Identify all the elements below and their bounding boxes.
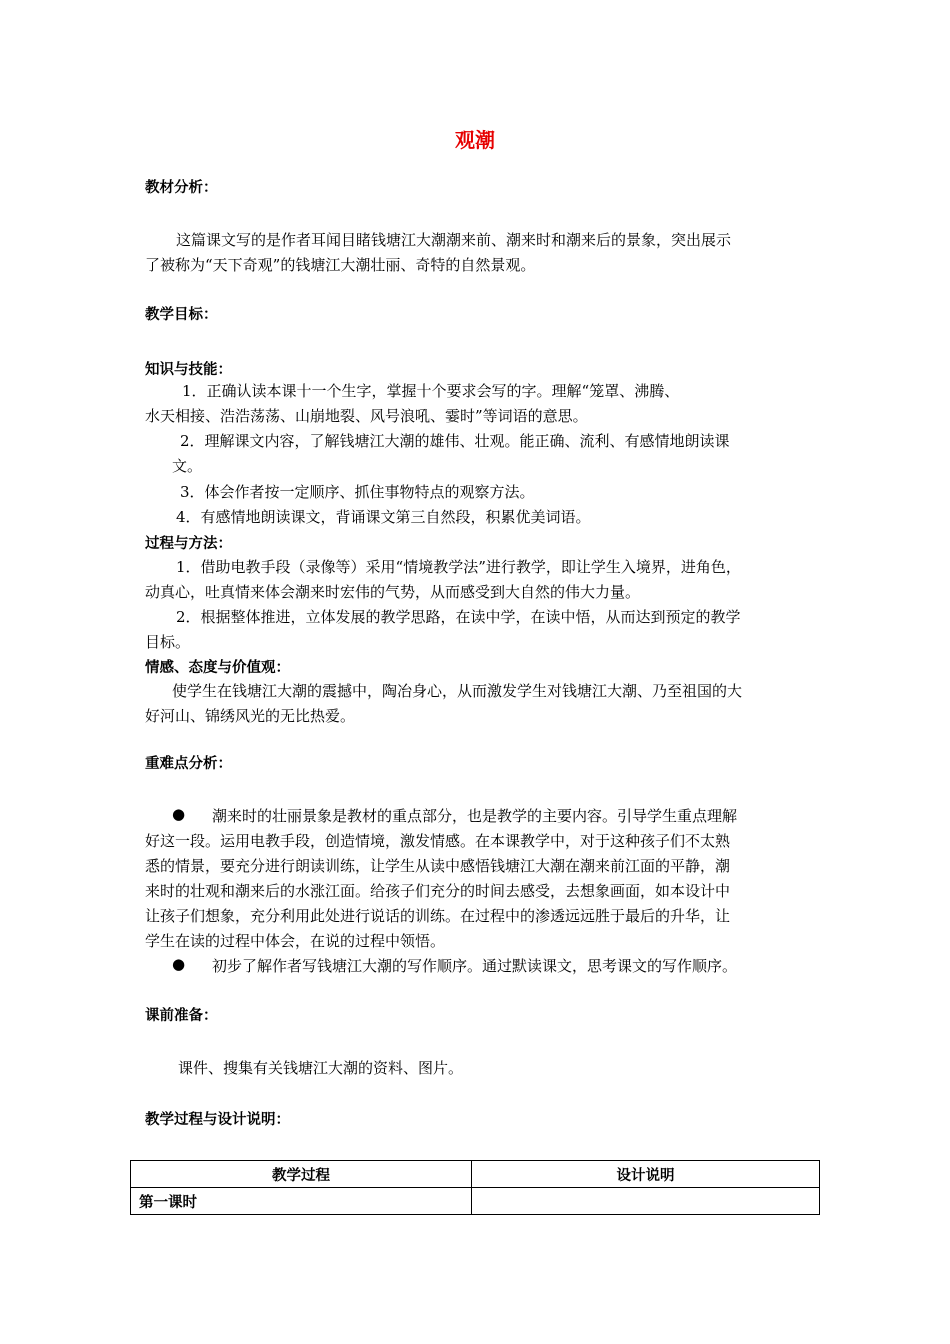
knowledge-line-6: 4．有感情地朗读课文，背诵课文第三自然段，积累优美词语。 bbox=[176, 508, 591, 526]
design-heading: 教学过程与设计说明： bbox=[145, 1112, 290, 1128]
process-line-3: 2．根据整体推进，立体发展的教学思路，在读中学，在读中悟，从而达到预定的教学 bbox=[176, 608, 741, 626]
table-cell-lesson: 第一课时 bbox=[131, 1188, 472, 1215]
keypoints-line-4: 来时的壮观和潮来后的水涨江面。给孩子们充分的时间去感受，去想象画面，如本设计中 bbox=[145, 882, 731, 900]
knowledge-line-3: 2．理解课文内容，了解钱塘江大潮的雄伟、壮观。能正确、流利、有感情地朗读课 bbox=[180, 432, 730, 450]
emotion-line-2: 好河山、锦绣风光的无比热爱。 bbox=[145, 707, 356, 725]
knowledge-line-4: 文。 bbox=[172, 457, 203, 475]
keypoints-line-5: 让孩子们想象，充分利用此处进行说话的训练。在过程中的渗透远远胜于最后的升华，让 bbox=[145, 907, 731, 925]
prep-heading: 课前准备： bbox=[145, 1008, 218, 1024]
knowledge-line-5: 3．体会作者按一定顺序、抓住事物特点的观察方法。 bbox=[180, 483, 535, 501]
analysis-line-1: 这篇课文写的是作者耳闻目睹钱塘江大潮潮来前、潮来时和潮来后的景象，突出展示 bbox=[176, 231, 732, 249]
keypoints-line-6: 学生在读的过程中体会，在说的过程中领悟。 bbox=[145, 932, 446, 950]
process-heading: 过程与方法： bbox=[145, 536, 232, 552]
keypoints-line-3: 悉的情景，要充分进行朗读训练，让学生从读中感悟钱塘江大潮在潮来前江面的平静，潮 bbox=[145, 857, 731, 875]
process-line-4: 目标。 bbox=[145, 633, 191, 651]
prep-text: 课件、搜集有关钱塘江大潮的资料、图片。 bbox=[178, 1059, 464, 1077]
page-title: 观潮 bbox=[455, 128, 495, 152]
bullet-2: ● bbox=[172, 955, 186, 973]
emotion-heading: 情感、态度与价值观： bbox=[145, 660, 290, 676]
keypoints-line-2: 好这一段。运用电教手段，创造情境，激发情感。在本课教学中，对于这种孩子们不太熟 bbox=[145, 832, 731, 850]
design-table bbox=[130, 1160, 820, 1215]
table-header-row bbox=[131, 1161, 820, 1188]
knowledge-line-2: 水天相接、浩浩荡荡、山崩地裂、风号浪吼、霎时”等词语的意思。 bbox=[145, 407, 588, 425]
table-row bbox=[131, 1188, 820, 1215]
table-header-notes: 设计说明 bbox=[472, 1161, 820, 1188]
keypoints-line-7: 初步了解作者写钱塘江大潮的写作顺序。通过默读课文，思考课文的写作顺序。 bbox=[212, 957, 738, 975]
table-cell-empty bbox=[472, 1188, 820, 1215]
emotion-line-1: 使学生在钱塘江大潮的震撼中，陶冶身心，从而激发学生对钱塘江大潮、乃至祖国的大 bbox=[172, 682, 743, 700]
table-header-process: 教学过程 bbox=[131, 1161, 472, 1188]
analysis-line-2: 了被称为“天下奇观”的钱塘江大潮壮丽、奇特的自然景观。 bbox=[145, 256, 536, 274]
keypoints-heading: 重难点分析： bbox=[145, 756, 232, 772]
bullet-1: ● bbox=[172, 805, 186, 823]
keypoints-line-1: 潮来时的壮丽景象是教材的重点部分，也是教学的主要内容。引导学生重点理解 bbox=[212, 807, 738, 825]
knowledge-heading: 知识与技能： bbox=[145, 362, 232, 378]
goals-heading: 教学目标： bbox=[145, 307, 218, 323]
process-line-1: 1．借助电教手段（录像等）采用“情境教学法”进行教学，即让学生入境界，进角色， bbox=[176, 558, 741, 576]
process-line-2: 动真心，吐真情来体会潮来时宏伟的气势，从而感受到大自然的伟大力量。 bbox=[145, 583, 641, 601]
knowledge-line-1: 1．正确认读本课十一个生字，掌握十个要求会写的字。理解“笼罩、沸腾、 bbox=[182, 382, 680, 400]
analysis-heading: 教材分析： bbox=[145, 180, 218, 196]
